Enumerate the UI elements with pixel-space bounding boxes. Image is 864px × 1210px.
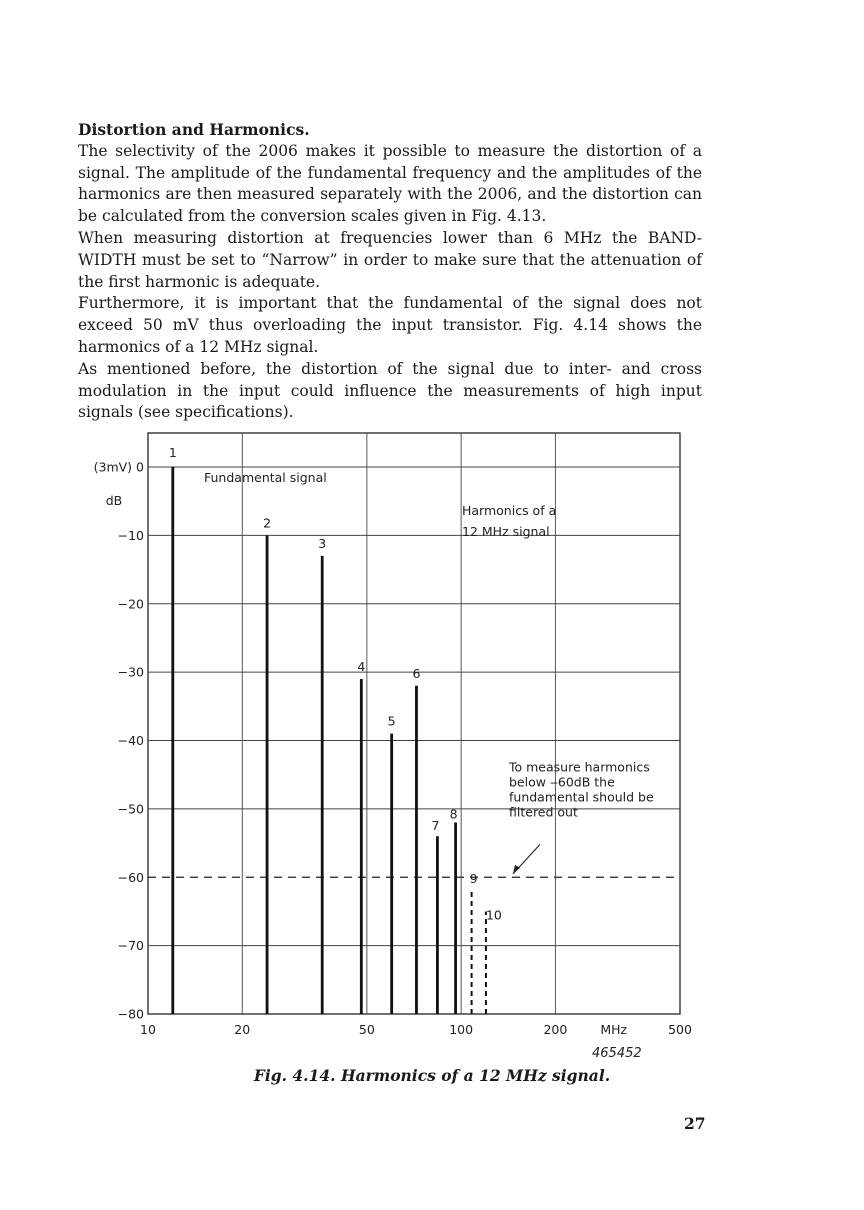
x-tick-label: 100: [449, 1022, 474, 1037]
paragraph: When measuring distortion at frequencies lower than 6 MHz the BAND-WIDTH must be set to “Narrow” in order to make sure that the attenuation of the first harmonic is adequate.: [78, 228, 702, 291]
paragraph: The selectivity of the 2006 makes it possible to measure the distortion of a signal. The amplitude of the fundamental frequency and the amplitudes of the harmonics are then measured separately with the 2006, and the distortion can be calculated from the conversion scales given in Fig. 4.13.: [78, 141, 702, 226]
harmonic-label: 6: [412, 665, 421, 681]
harmonic-label: 4: [357, 658, 366, 674]
harmonic-label: 7: [431, 818, 440, 834]
y-tick-label: −80: [117, 1006, 144, 1022]
harmonic-label: 9: [469, 870, 478, 886]
x-axis-label: MHz: [600, 1022, 628, 1037]
x-tick-label: 50: [358, 1022, 375, 1037]
y-tick-label: −40: [117, 733, 144, 748]
y-tick-label: −20: [117, 596, 144, 612]
y-tick-label: −30: [117, 664, 144, 680]
harmonic-label: 1: [168, 445, 177, 460]
harmonic-label: 10: [485, 907, 502, 923]
annotation-filter-note: filtered out: [509, 804, 578, 820]
harmonic-label: 8: [449, 806, 458, 822]
arrow-head: [513, 865, 520, 874]
y-tick-label: −60: [117, 869, 144, 885]
annotation-harmonics: Harmonics of a: [462, 502, 557, 518]
annotation-filter-note: fundamental should be: [509, 789, 654, 805]
annotation-fundamental: Fundamental signal: [204, 470, 327, 485]
x-tick-label: 200: [543, 1022, 568, 1037]
annotation-filter-note: To measure harmonics: [509, 759, 650, 775]
annotation-harmonics: 12 MHz signal: [462, 523, 550, 539]
harmonic-label: 5: [387, 713, 396, 729]
plot-frame: [148, 433, 680, 1014]
figure-number: 465452: [592, 1046, 642, 1061]
y-tick-label: (3mV) 0: [93, 459, 144, 475]
harmonic-label: 2: [263, 515, 272, 531]
y-axis-label: dB: [105, 493, 123, 508]
page-number: 27: [684, 1114, 706, 1133]
y-tick-label: −70: [117, 938, 144, 954]
figure-caption: Fig. 4.14. Harmonics of a 12 MHz signal.: [253, 1066, 611, 1085]
section-heading: Distortion and Harmonics.: [78, 120, 310, 139]
x-tick-label: 20: [234, 1022, 251, 1037]
harmonic-label: 3: [318, 535, 327, 551]
annotation-filter-note: below ‒60dB the: [509, 774, 615, 790]
x-tick-label: 10: [140, 1022, 156, 1037]
y-tick-label: −50: [117, 801, 144, 817]
paragraph: Furthermore, it is important that the fundamental of the signal does not exceed 50 mV thus overloading the input transistor. Fig. 4.14 shows the harmonics of a 12 MHz signal.: [78, 294, 702, 356]
x-tick-label: 500: [668, 1022, 692, 1037]
paragraph: As mentioned before, the distortion of the signal due to inter- and cross modulation in the input could influence the measurements of high input signals (see specifications).: [78, 359, 702, 422]
y-tick-label: −10: [117, 527, 144, 543]
